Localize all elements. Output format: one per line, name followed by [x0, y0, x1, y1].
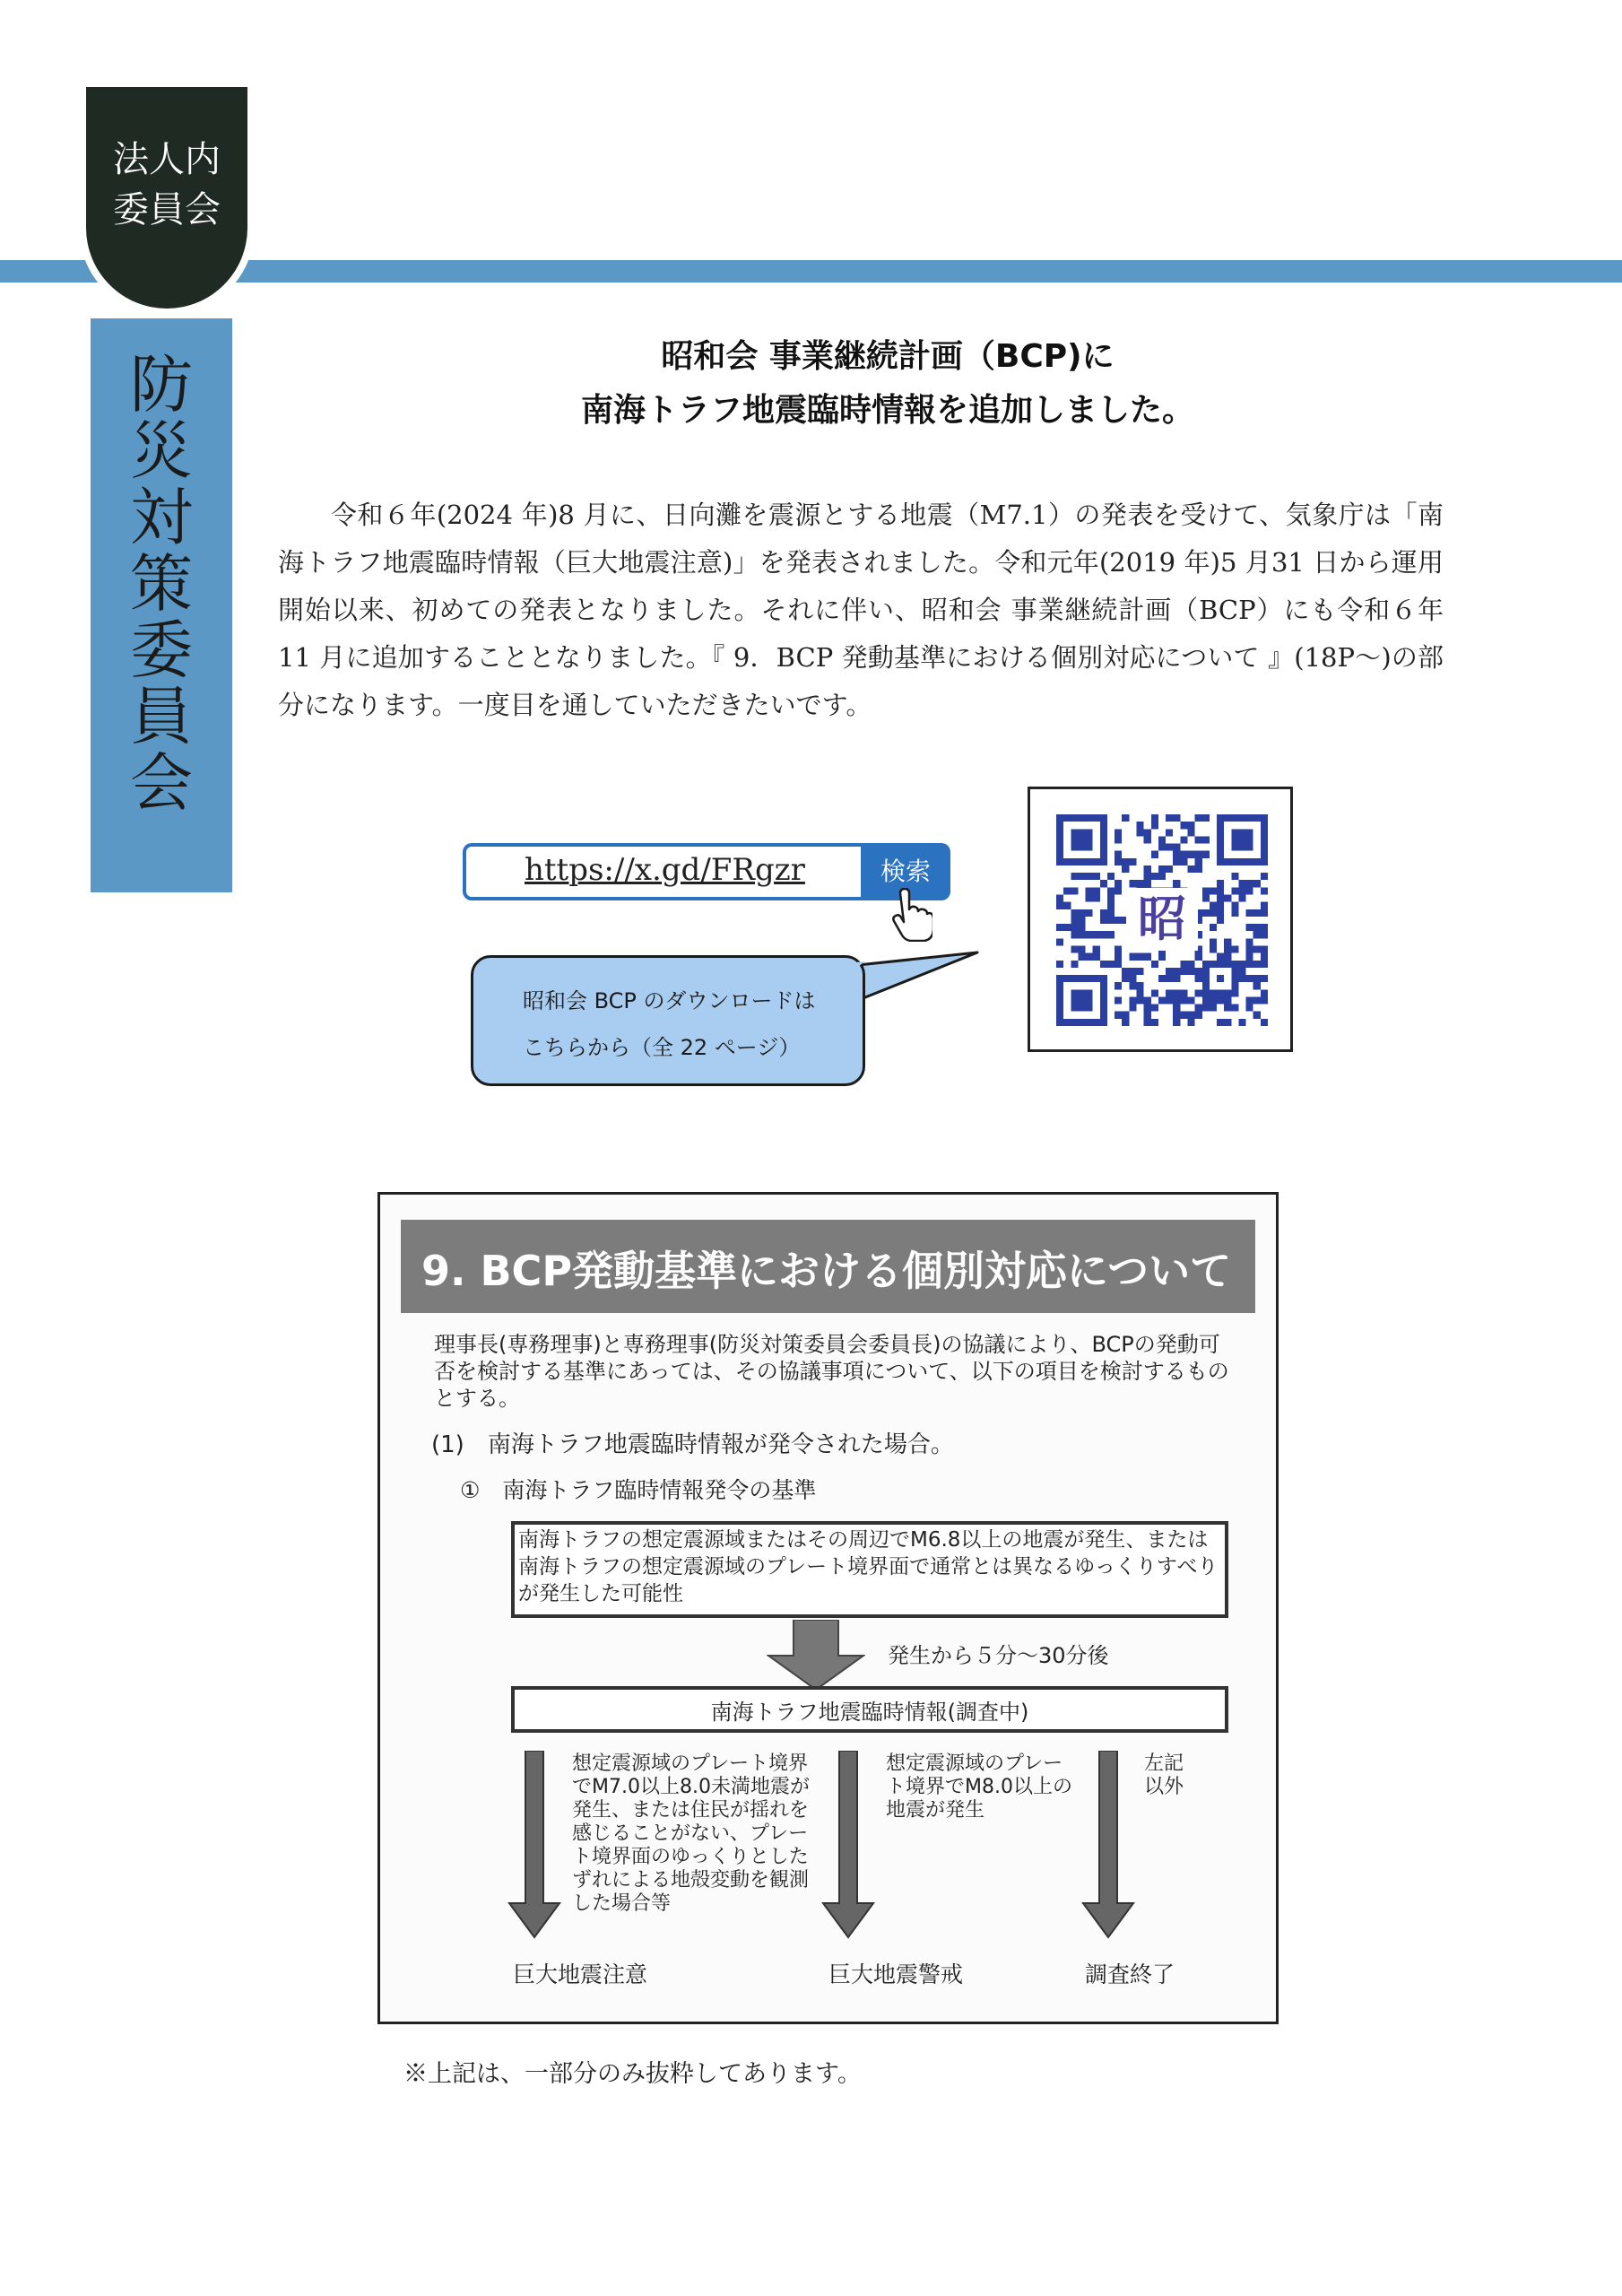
result-3: 調査終了: [1085, 1961, 1175, 1987]
excerpt-note: ※上記は、一部分のみ抜粋してあります。: [403, 2060, 862, 2088]
down-arrow-icon: [1081, 1751, 1135, 1939]
bubble-text: [523, 978, 816, 1071]
side-char: 会: [130, 746, 193, 820]
down-arrow-icon: [767, 1620, 865, 1692]
down-arrow-icon: [821, 1751, 875, 1939]
excerpt-heading: 9. BCP発動基準における個別対応について: [421, 1247, 1232, 1295]
branch-3-text: 左記以外: [1144, 1752, 1184, 1798]
result-1: 巨大地震注意: [513, 1961, 648, 1987]
side-char: 策: [130, 547, 193, 621]
excerpt-item-1: (1) 南海トラフ地震臨時情報が発令された場合。: [431, 1431, 954, 1458]
side-vertical-label: [91, 348, 232, 820]
branch-1-text: 想定震源域のプレート境界でM7.0以上8.0未満地震が発生、または住民が揺れを感じることがない、プレート境界面のゆっくりとしたずれによる地殻変動を観測した場合等: [572, 1752, 810, 1915]
side-char: 防: [130, 348, 193, 422]
result-2: 巨大地震警戒: [828, 1961, 964, 1987]
bubble-line-2: こちらから（全 22 ページ）: [523, 1035, 801, 1060]
side-char: 災: [130, 414, 193, 488]
side-char: 委: [130, 613, 193, 687]
criteria-text: 南海トラフの想定震源域またはその周辺でM6.8以上の地震が発生、または南海トラフの想定震源域のプレート境界面で通常とは異なるゆっくりすべりが発生した可能性: [518, 1528, 1219, 1605]
excerpt-intro: 理事長(専務理事)と専務理事(防災対策委員会委員長)の協議により、BCPの発動可否を検討する基準にあっては、その協議事項について、以下の項目を検討するものとする。: [434, 1332, 1229, 1411]
excerpt-item-1-sub: ① 南海トラフ臨時情報発令の基準: [460, 1477, 817, 1503]
committee-badge-label: [86, 135, 247, 235]
bubble-line-1: 昭和会 BCP のダウンロードは: [523, 988, 816, 1013]
title-line-2: 南海トラフ地震臨時情報を追加しました。: [580, 392, 1194, 429]
bubble-tail-cover: [811, 958, 874, 1021]
title-line-1: 昭和会 事業継続計画（BCP)に: [661, 338, 1115, 375]
hand-cursor-icon: [888, 888, 932, 942]
download-url-link[interactable]: https://x.gd/FRgzr: [525, 852, 805, 888]
down-arrow-icon: [507, 1751, 561, 1939]
page-title: [395, 330, 1381, 438]
side-char: 員: [130, 680, 193, 753]
info-investigating-text: 南海トラフ地震臨時情報(調査中): [710, 1700, 1029, 1725]
branch-2-text: 想定震源域のプレート境界でM8.0以上の地震が発生: [886, 1752, 1072, 1822]
body-paragraph: 令和６年(2024 年)8 月に、日向灘を震源とする地震（M7.1）の発表を受けて、気象庁は「南海トラフ地震臨時情報（巨大地震注意)」を発表されました。令和元年(2019 年)5 月31 日から運用開始以来、初めての発表となりました。それに伴い、昭和会 事業継続計画（BCP）にも令和６年 11 月に追加することとなりました。『 9．BCP 発動基準における個別対応について 』(18P～)の部分になります。一度目を通していただきたいです。: [278, 500, 1444, 720]
side-char: 対: [130, 481, 193, 554]
badge-line-2: 委員会: [113, 189, 221, 230]
search-button[interactable]: 検索: [861, 843, 950, 900]
qr-center-logo: 昭: [1126, 888, 1198, 951]
badge-line-1: 法人内: [113, 139, 221, 180]
time-after-label: 発生から５分～30分後: [888, 1643, 1109, 1668]
